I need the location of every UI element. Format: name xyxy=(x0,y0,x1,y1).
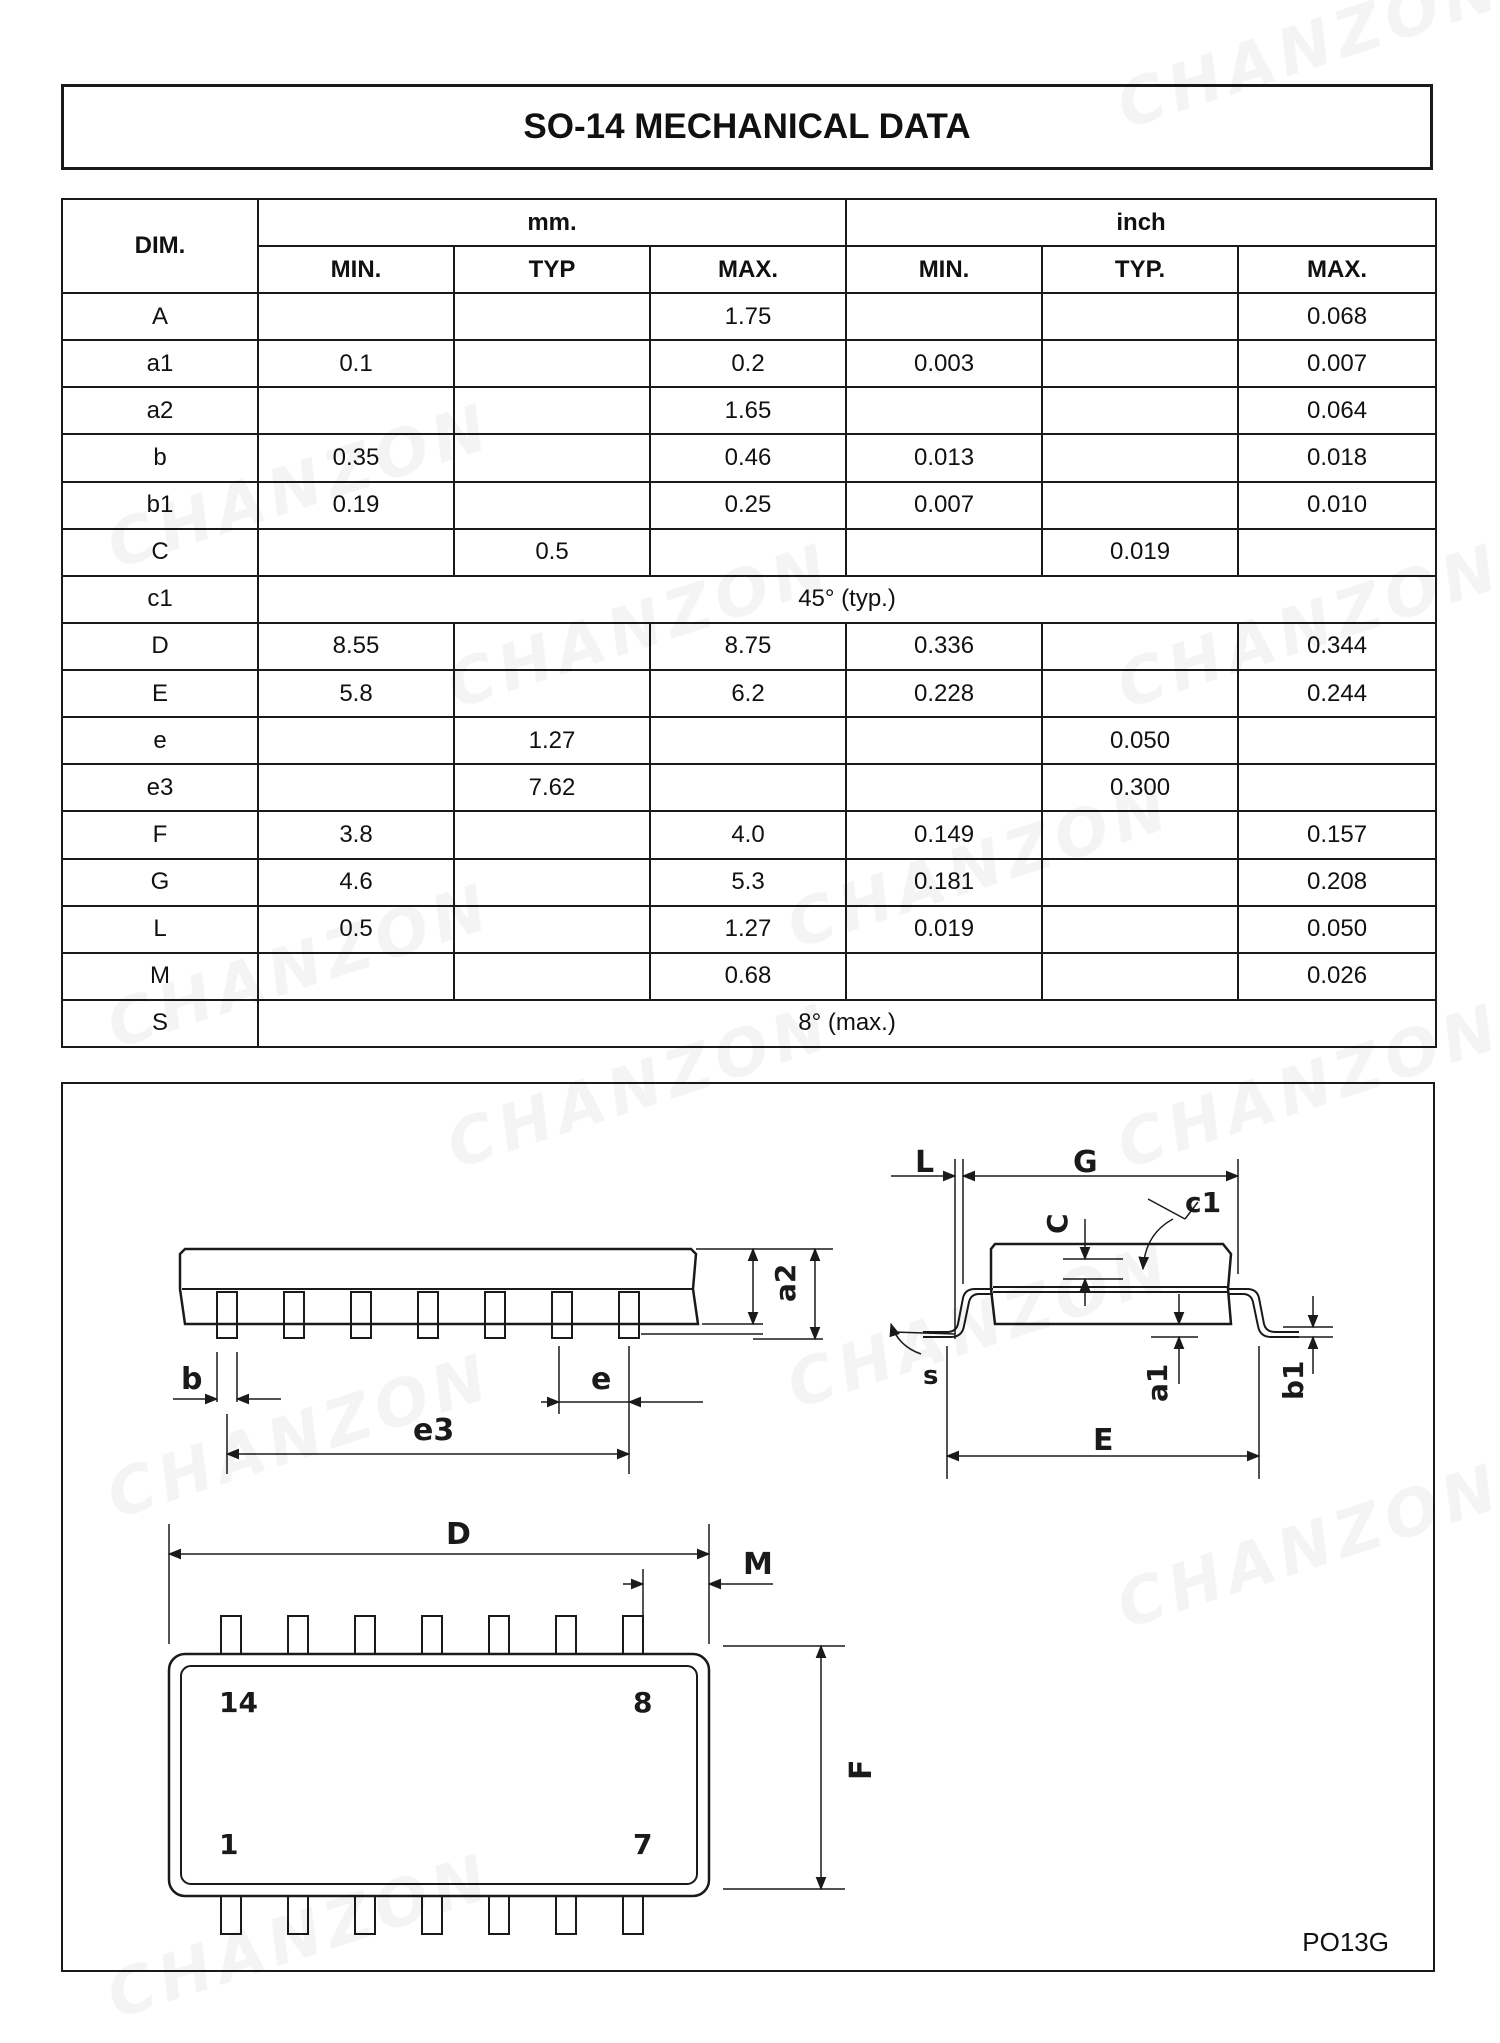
dim-cell: L xyxy=(62,906,258,953)
table-row xyxy=(62,717,1436,764)
table-body xyxy=(62,293,1436,1047)
value-cell xyxy=(258,953,454,1000)
table-row xyxy=(62,906,1436,953)
value-cell: 0.157 xyxy=(1238,811,1436,858)
table-row xyxy=(62,529,1436,576)
mechanical-data-table xyxy=(61,198,1437,1048)
dim-cell: a2 xyxy=(62,387,258,434)
pin-label-14: 14 xyxy=(219,1686,258,1719)
dim-label-G: G xyxy=(1073,1145,1098,1180)
col-header-mm-min: MIN. xyxy=(258,246,454,293)
value-cell: 0.1 xyxy=(258,340,454,387)
table-row xyxy=(62,434,1436,481)
value-cell: 0.010 xyxy=(1238,482,1436,529)
value-cell xyxy=(454,434,650,481)
value-cell: 0.68 xyxy=(650,953,846,1000)
dim-cell: D xyxy=(62,623,258,670)
dim-label-a2: a2 xyxy=(769,1263,802,1302)
value-cell: 0.050 xyxy=(1042,717,1238,764)
value-cell: 0.208 xyxy=(1238,859,1436,906)
top-view xyxy=(169,1524,845,1934)
value-cell xyxy=(454,670,650,717)
value-cell xyxy=(258,764,454,811)
value-cell xyxy=(1238,529,1436,576)
value-cell xyxy=(1042,293,1238,340)
dim-label-e: e xyxy=(591,1362,612,1397)
dim-label-C: C xyxy=(1041,1213,1074,1234)
value-cell xyxy=(454,811,650,858)
value-cell: 3.8 xyxy=(258,811,454,858)
value-cell xyxy=(1042,670,1238,717)
value-cell: 0.344 xyxy=(1238,623,1436,670)
value-cell: 0.35 xyxy=(258,434,454,481)
value-cell: 0.019 xyxy=(1042,529,1238,576)
table-row xyxy=(62,670,1436,717)
dim-label-s: s xyxy=(923,1361,939,1391)
value-cell xyxy=(650,717,846,764)
dim-cell: e3 xyxy=(62,764,258,811)
value-cell xyxy=(1042,623,1238,670)
dim-label-F: F xyxy=(844,1759,879,1780)
dim-cell: M xyxy=(62,953,258,1000)
value-cell: 0.050 xyxy=(1238,906,1436,953)
value-cell xyxy=(846,764,1042,811)
dim-label-E: E xyxy=(1093,1423,1114,1458)
unit-inch-header: inch xyxy=(846,199,1436,246)
value-cell xyxy=(1042,434,1238,481)
dim-label-c1: c1 xyxy=(1185,1186,1222,1219)
table-row xyxy=(62,859,1436,906)
value-cell: 0.026 xyxy=(1238,953,1436,1000)
drawing-canvas xyxy=(63,1084,1437,1974)
dim-label-b1: b1 xyxy=(1277,1360,1310,1400)
value-cell: 1.65 xyxy=(650,387,846,434)
dim-label-b: b xyxy=(181,1362,203,1397)
table-row xyxy=(62,387,1436,434)
value-cell xyxy=(1042,906,1238,953)
value-cell: 0.2 xyxy=(650,340,846,387)
dim-cell: c1 xyxy=(62,576,258,623)
value-cell xyxy=(258,717,454,764)
value-cell xyxy=(454,953,650,1000)
value-cell: 0.300 xyxy=(1042,764,1238,811)
value-cell xyxy=(650,529,846,576)
dim-label-M: M xyxy=(743,1547,773,1582)
value-cell: 0.19 xyxy=(258,482,454,529)
dim-cell: F xyxy=(62,811,258,858)
value-cell: 0.46 xyxy=(650,434,846,481)
col-header-inch-min: MIN. xyxy=(846,246,1042,293)
package-drawing xyxy=(61,1082,1435,1972)
side-view xyxy=(173,1249,833,1474)
table-row xyxy=(62,623,1436,670)
dim-cell: C xyxy=(62,529,258,576)
pin-label-1: 1 xyxy=(219,1828,239,1861)
value-cell xyxy=(1238,717,1436,764)
value-cell: 0.244 xyxy=(1238,670,1436,717)
top-view-pins-bottom xyxy=(221,1896,643,1934)
side-view-pins xyxy=(217,1292,639,1338)
col-header-inch-typ: TYP. xyxy=(1042,246,1238,293)
value-cell xyxy=(1238,764,1436,811)
top-view-pins-top xyxy=(221,1616,643,1654)
value-cell: 0.007 xyxy=(846,482,1042,529)
dim-label-D: D xyxy=(446,1517,471,1552)
value-cell: 0.007 xyxy=(1238,340,1436,387)
value-cell: 5.8 xyxy=(258,670,454,717)
col-header-mm-max: MAX. xyxy=(650,246,846,293)
table-row xyxy=(62,340,1436,387)
dim-label-e3: e3 xyxy=(413,1413,455,1448)
value-cell xyxy=(1042,482,1238,529)
dim-cell: A xyxy=(62,293,258,340)
value-cell: 6.2 xyxy=(650,670,846,717)
dim-cell: b xyxy=(62,434,258,481)
span-cell: 45° (typ.) xyxy=(258,576,1436,623)
value-cell xyxy=(1042,859,1238,906)
dim-cell: b1 xyxy=(62,482,258,529)
value-cell xyxy=(846,529,1042,576)
value-cell xyxy=(846,387,1042,434)
dim-header: DIM. xyxy=(62,199,258,293)
dim-cell: S xyxy=(62,1000,258,1047)
value-cell: 0.181 xyxy=(846,859,1042,906)
dim-cell: e xyxy=(62,717,258,764)
value-cell: 0.228 xyxy=(846,670,1042,717)
table-row xyxy=(62,1000,1436,1047)
dim-label-a1: a1 xyxy=(1141,1363,1174,1402)
value-cell xyxy=(454,859,650,906)
value-cell xyxy=(846,953,1042,1000)
value-cell: 0.003 xyxy=(846,340,1042,387)
pin-label-7: 7 xyxy=(633,1828,653,1861)
table-row xyxy=(62,293,1436,340)
value-cell xyxy=(454,482,650,529)
pin-label-8: 8 xyxy=(633,1686,653,1719)
dim-label-L: L xyxy=(915,1145,935,1180)
table-row xyxy=(62,576,1436,623)
value-cell xyxy=(846,293,1042,340)
value-cell: 5.3 xyxy=(650,859,846,906)
value-cell: 0.013 xyxy=(846,434,1042,481)
value-cell xyxy=(1042,340,1238,387)
value-cell xyxy=(1042,953,1238,1000)
value-cell: 0.25 xyxy=(650,482,846,529)
value-cell: 1.75 xyxy=(650,293,846,340)
value-cell: 0.018 xyxy=(1238,434,1436,481)
value-cell: 7.62 xyxy=(454,764,650,811)
value-cell xyxy=(846,717,1042,764)
value-cell: 4.0 xyxy=(650,811,846,858)
value-cell: 0.149 xyxy=(846,811,1042,858)
value-cell: 0.5 xyxy=(454,529,650,576)
dim-cell: E xyxy=(62,670,258,717)
value-cell: 8.75 xyxy=(650,623,846,670)
dim-cell: a1 xyxy=(62,340,258,387)
col-header-inch-max: MAX. xyxy=(1238,246,1436,293)
table-row xyxy=(62,811,1436,858)
page-title: SO-14 MECHANICAL DATA xyxy=(61,84,1433,170)
value-cell: 1.27 xyxy=(454,717,650,764)
value-cell xyxy=(258,387,454,434)
col-header-mm-typ: TYP xyxy=(454,246,650,293)
table-row xyxy=(62,953,1436,1000)
dim-cell: G xyxy=(62,859,258,906)
unit-mm-header: mm. xyxy=(258,199,846,246)
value-cell: 8.55 xyxy=(258,623,454,670)
value-cell xyxy=(454,623,650,670)
value-cell xyxy=(1042,387,1238,434)
value-cell xyxy=(650,764,846,811)
table-row xyxy=(62,764,1436,811)
value-cell xyxy=(454,906,650,953)
value-cell: 4.6 xyxy=(258,859,454,906)
value-cell: 0.019 xyxy=(846,906,1042,953)
table-row xyxy=(62,482,1436,529)
value-cell: 0.5 xyxy=(258,906,454,953)
value-cell xyxy=(454,340,650,387)
value-cell: 0.336 xyxy=(846,623,1042,670)
value-cell: 1.27 xyxy=(650,906,846,953)
value-cell xyxy=(454,293,650,340)
drawing-code: PO13G xyxy=(1302,1927,1389,1957)
value-cell: 0.068 xyxy=(1238,293,1436,340)
span-cell: 8° (max.) xyxy=(258,1000,1436,1047)
value-cell xyxy=(454,387,650,434)
value-cell xyxy=(258,529,454,576)
value-cell xyxy=(258,293,454,340)
value-cell xyxy=(1042,811,1238,858)
value-cell: 0.064 xyxy=(1238,387,1436,434)
